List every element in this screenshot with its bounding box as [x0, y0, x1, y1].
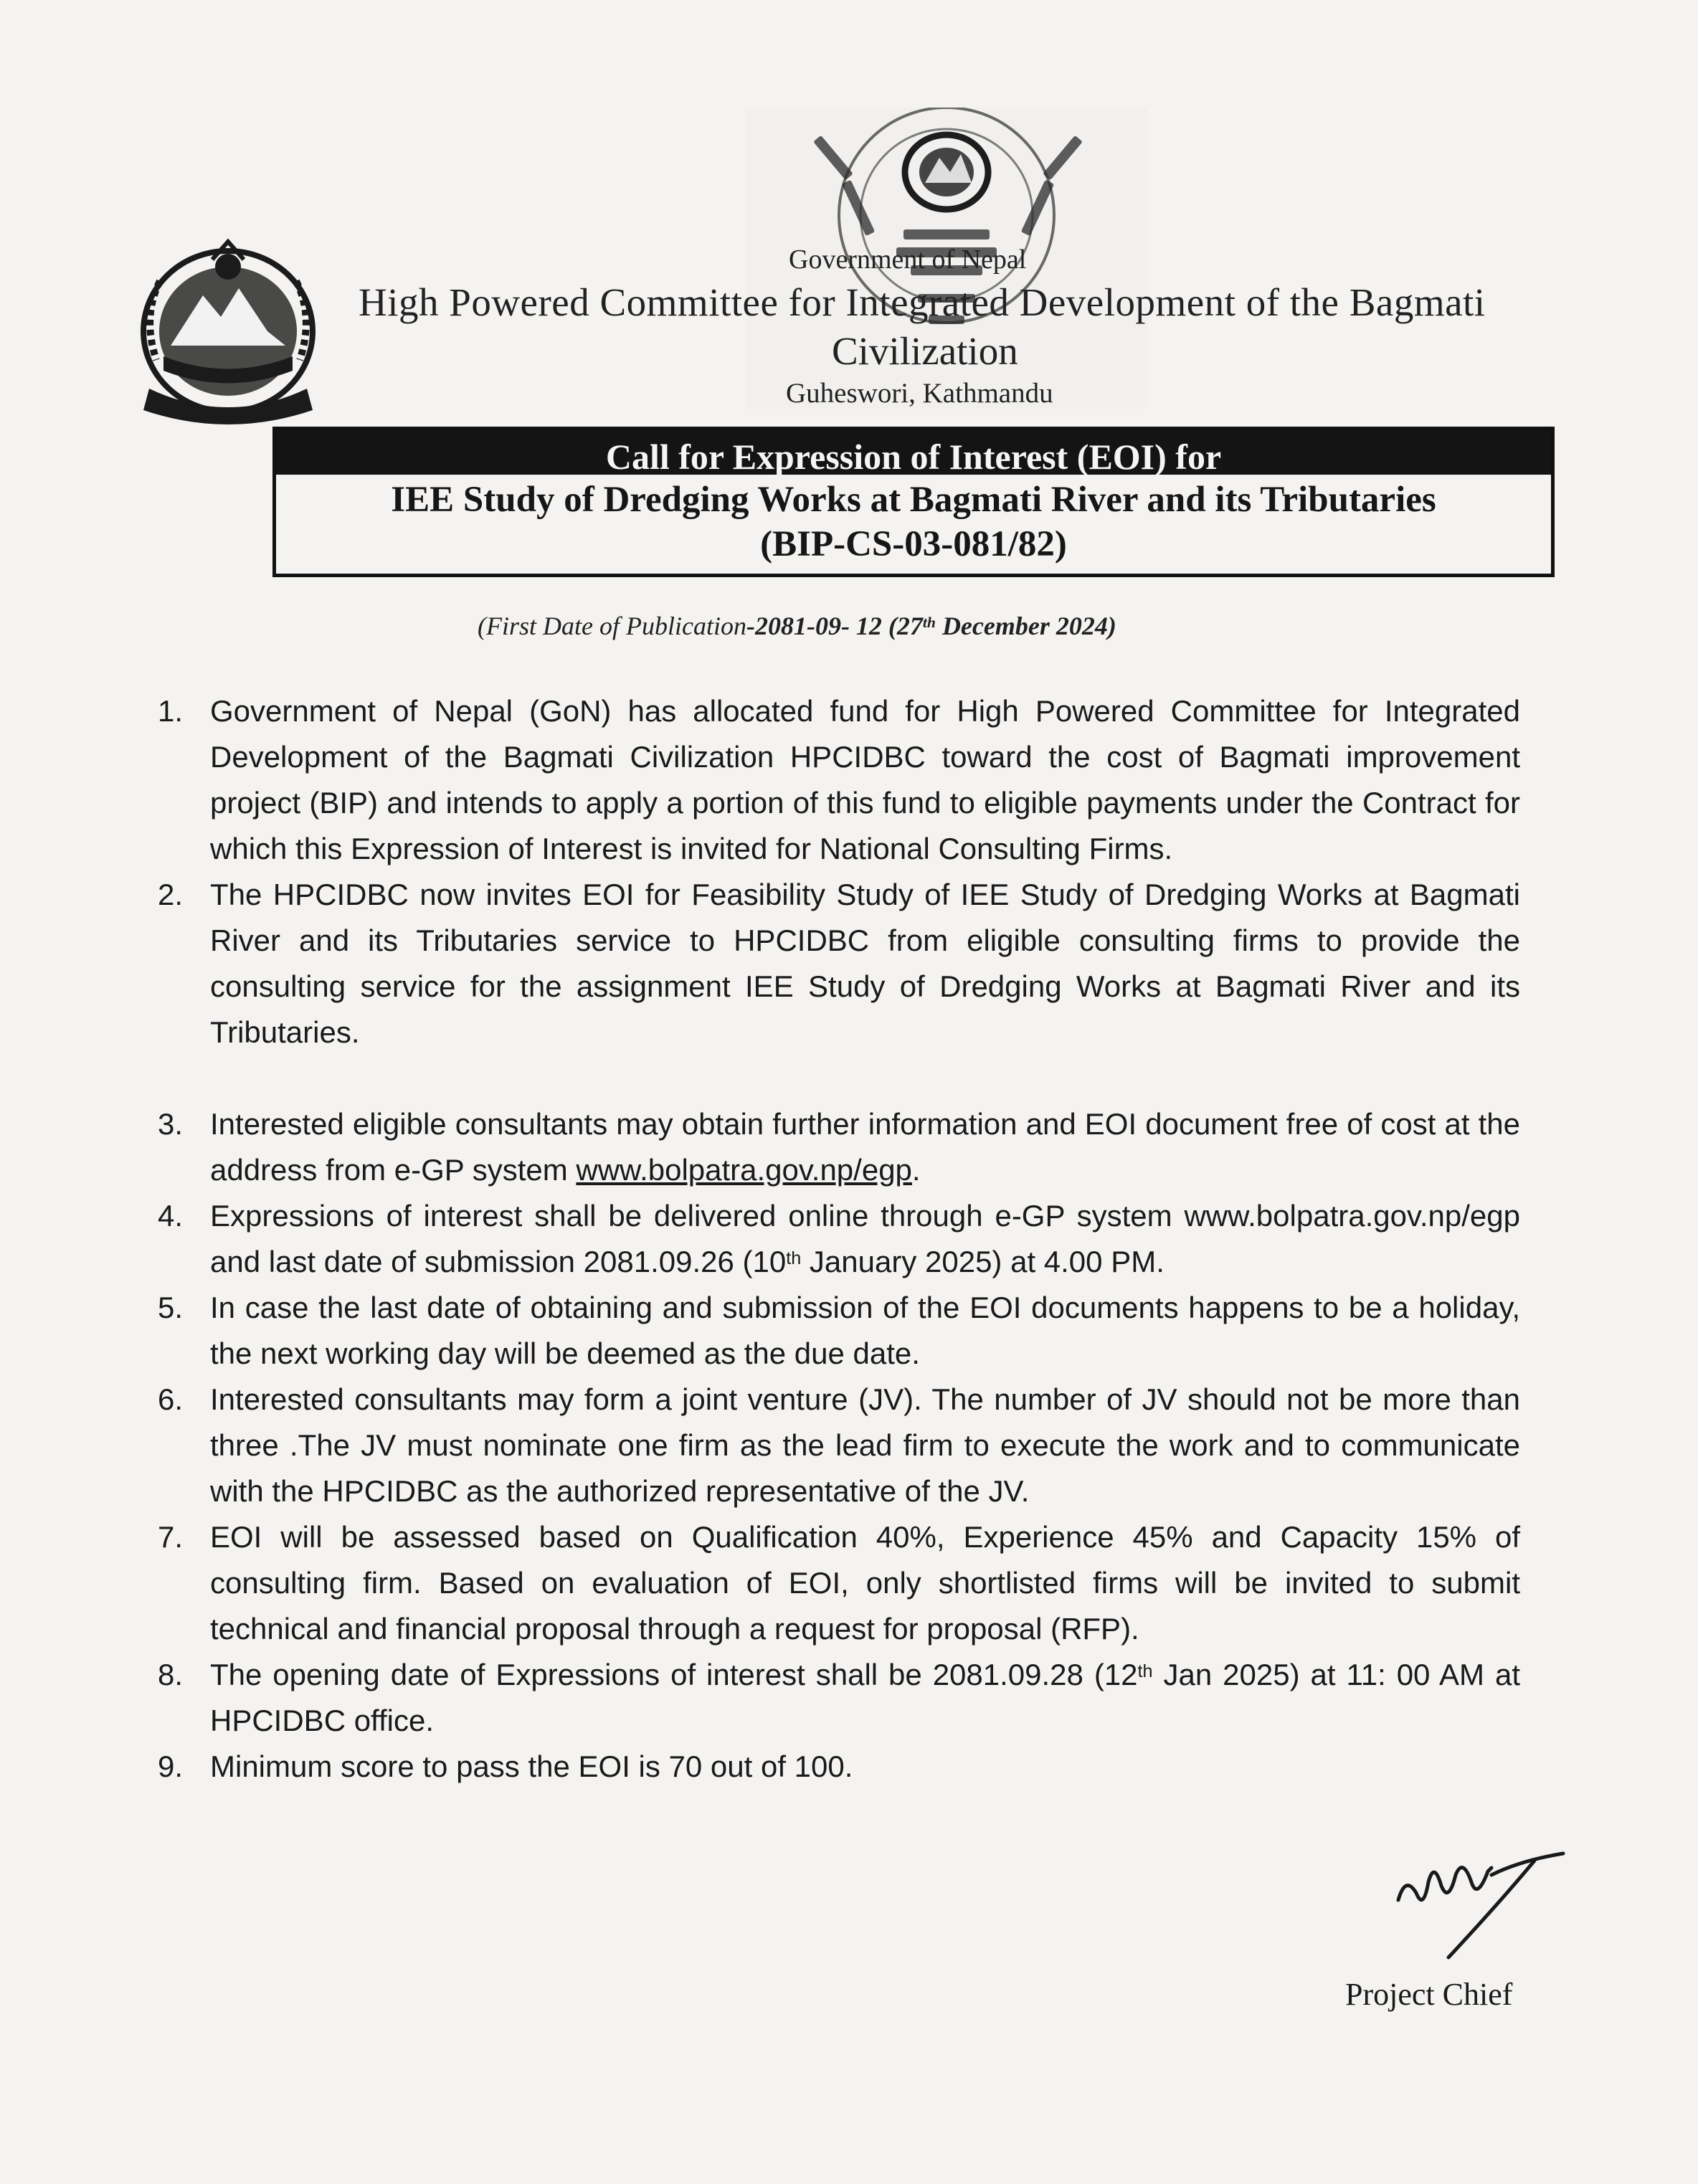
committee-name-cont: Civilization [832, 329, 1018, 373]
item-number: 5. [158, 1291, 184, 1324]
item-text: The HPCIDBC now invites EOI for Feasibility Study of IEE Study of Dredging Works at Bagmati River and its Tributaries service to HPCIDBC from eligible consulting firms to provide the consulting service for the assignment IEE Study of Dredging Works at Bagmati River and its Tributaries. [210, 878, 1520, 1049]
publication-label: (First Date of Publication [478, 612, 746, 640]
committee-name: High Powered Committee for Integrated Development of the Bagmati [359, 280, 1486, 324]
item-text: Expressions of interest shall be delivered online through e-GP system www.bolpatra.gov.np/egp and last date of submission 2081.09.26 (10 [210, 1199, 1520, 1278]
list-item [158, 872, 1520, 1055]
list-item [158, 1744, 1520, 1790]
eoi-reference-number: (BIP-CS-03-081/82) [760, 524, 1067, 564]
item-sup: th [1137, 1661, 1153, 1681]
item-text: Interested eligible consultants may obtain further information and EOI document free of cost at the address from e-GP system [210, 1107, 1520, 1187]
item-text-tail: . [911, 1153, 921, 1187]
item-sup: th [786, 1248, 802, 1268]
eoi-title-line2: IEE Study of Dredging Works at Bagmati River and its Tributaries [391, 480, 1436, 520]
publication-date-sup: th [922, 614, 936, 632]
nepal-emblem-icon [120, 238, 336, 432]
item-number: 6. [158, 1382, 184, 1416]
item-text: Minimum score to pass the EOI is 70 out of 100. [210, 1749, 853, 1783]
publication-date [478, 611, 1116, 641]
list-item [158, 1514, 1520, 1652]
list-item [158, 1377, 1520, 1514]
publication-date-end: December 2024) [935, 612, 1116, 640]
publication-date-value: -2081-09- 12 (27 [746, 612, 923, 640]
eoi-title-box [272, 427, 1555, 577]
list-item [158, 1101, 1520, 1193]
item-text: Interested consultants may form a joint venture (JV). The number of JV should not be more than three .The JV must nominate one firm as the lead firm to execute the work and to communicate with the HPCIDBC as the authorized representative of the JV. [210, 1382, 1520, 1508]
item-text: EOI will be assessed based on Qualification 40%, Experience 45% and Capacity 15% of consulting firm. Based on evaluation of EOI, only shortlisted firms will be invited to submit technical and financial proposal through a request for proposal (RFP). [210, 1520, 1520, 1646]
item-text: Government of Nepal (GoN) has allocated fund for High Powered Committee for Integrated Development of the Bagmati Civilization HPCIDBC toward the cost of Bagmati improvement project (BIP) and intends to apply a portion of this fund to eligible payments under the Contract for which this Expression of Interest is invited for National Consulting Firms. [210, 694, 1520, 865]
item-number: 9. [158, 1749, 184, 1783]
list-item [158, 1193, 1520, 1285]
egp-link[interactable]: www.bolpatra.gov.np/egp [576, 1153, 912, 1187]
item-text: In case the last date of obtaining and submission of the EOI documents happens to be a holiday, the next working day will be deemed as the due date. [210, 1291, 1520, 1370]
item-number: 1. [158, 694, 184, 728]
list-item [158, 688, 1520, 872]
notice-items [158, 688, 1520, 1790]
item-number: 8. [158, 1658, 184, 1691]
list-item [158, 1652, 1520, 1744]
item-text: The opening date of Expressions of interest shall be 2081.09.28 (12 [210, 1658, 1138, 1691]
item-number: 7. [158, 1520, 184, 1554]
signatory-title: Project Chief [1345, 1977, 1513, 2012]
office-address: Guheswori, Kathmandu [786, 378, 1053, 409]
government-name: Government of Nepal [789, 244, 1027, 275]
item-number: 4. [158, 1199, 184, 1233]
signature-icon [1384, 1832, 1578, 1968]
item-number: 2. [158, 878, 184, 911]
item-text-tail: Jan 2025) at 11: 00 AM at HPCIDBC office. [210, 1658, 1520, 1737]
item-number: 3. [158, 1107, 184, 1141]
list-item [158, 1285, 1520, 1377]
eoi-title-line1: Call for Expression of Interest (EOI) for [605, 437, 1222, 477]
item-text-tail: January 2025) at 4.00 PM. [801, 1245, 1165, 1278]
